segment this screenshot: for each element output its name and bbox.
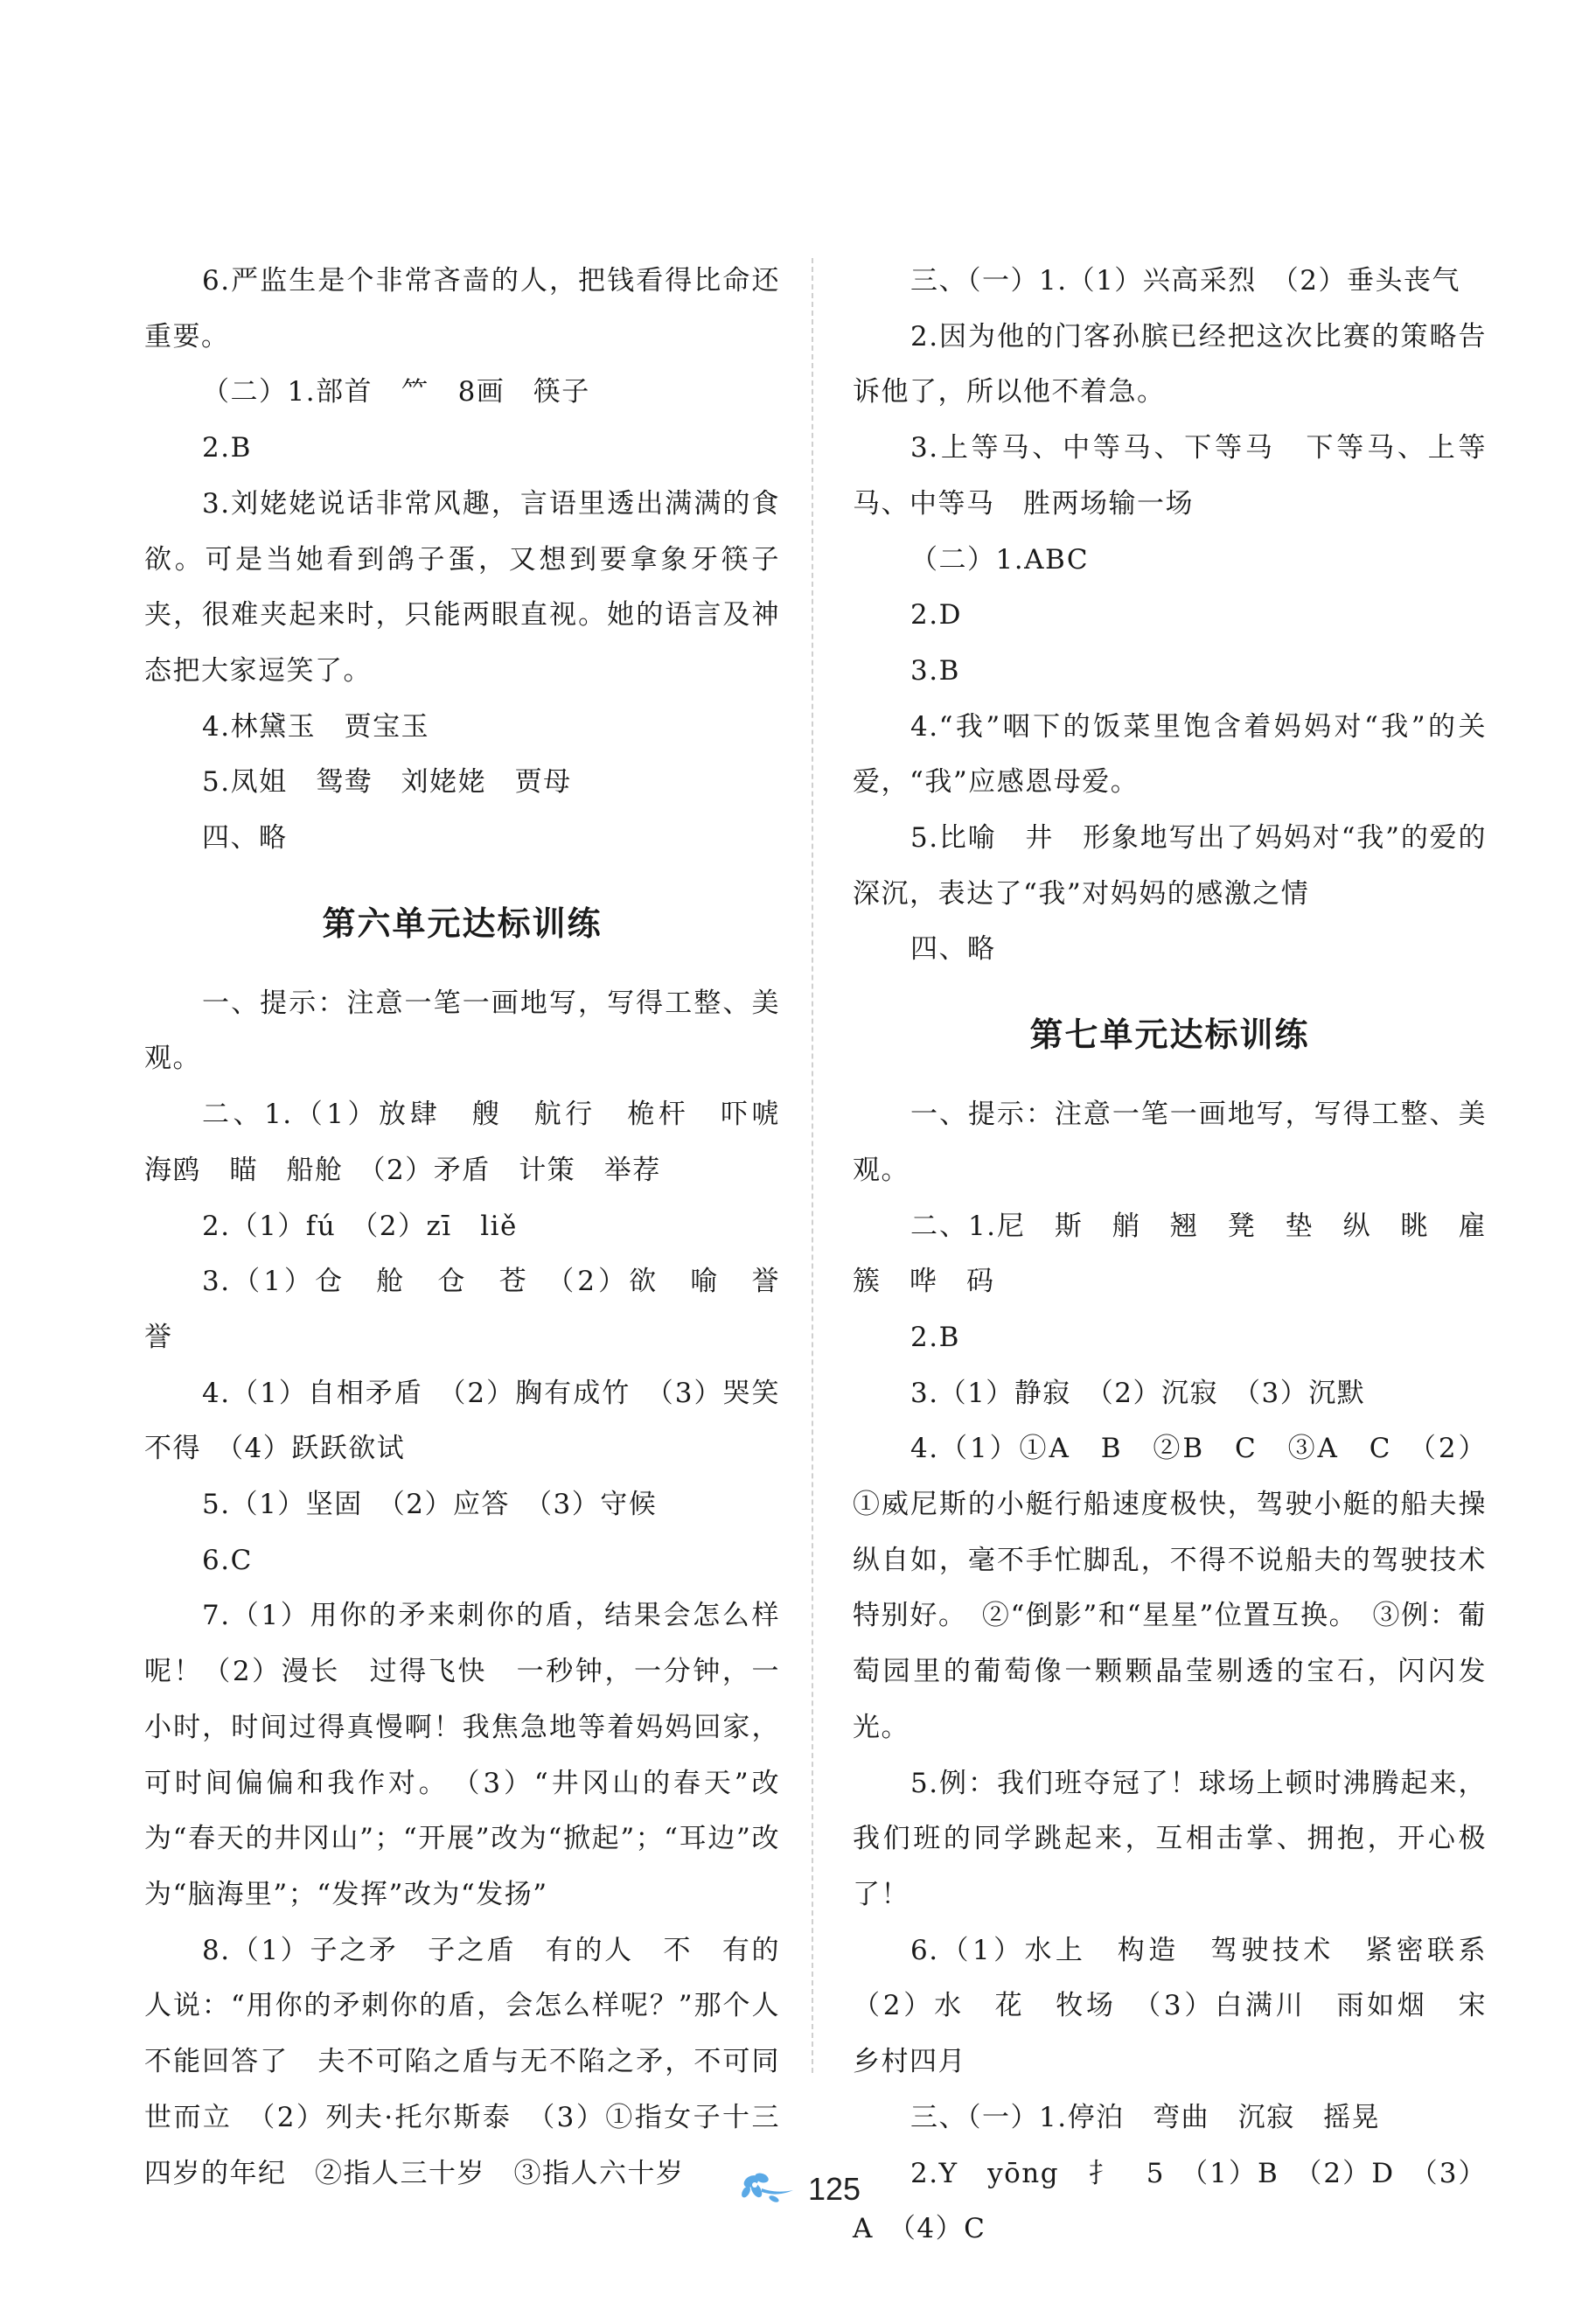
answer-paragraph: 四、略 [202,822,288,855]
answer-paragraph: 5.（1）坚固 （2）应答 （3）守候 [202,1489,658,1521]
answer-paragraph: （二）1.部首 ⺮ 8画 筷子 [202,376,590,408]
left-block-1 [144,254,780,867]
answer-paragraph: （二）1.ABC [910,543,1090,576]
right-block-1 [853,254,1487,978]
answer-paragraph: 2.（1）fú （2）zī liě [202,1210,518,1242]
unit-7-heading: 第七单元达标训练 [1029,1015,1310,1055]
answer-paragraph: 四、略 [910,933,996,966]
answer-paragraph: 二、1.（1）放肆 艘 航行 桅杆 吓唬 海鸥 瞄 船舱 （2）矛盾 计策 举荐 [144,1099,809,1186]
answer-paragraph: 8.（1）子之矛 子之盾 有的人 不 有的人说：“用你的矛刺你的盾，会怎么样呢？”那个人不能回答了 夫不可陷之盾与无不陷之矛，不可同世而立 （2）列夫·托尔斯泰 （3）①指女子十三四岁的年纪 ②指人三十岁 ③指人六十岁 [144,1934,780,2189]
answer-paragraph: 2.B [910,1321,960,1353]
answer-paragraph: 一、提示：注意一笔一画地写，写得工整、美观。 [144,987,780,1075]
column-divider [812,258,813,2073]
answer-paragraph: 三、（一）1.（1）兴高采烈 （2）垂头丧气 [910,265,1461,297]
answer-paragraph: 3.上等马、中等马、下等马 下等马、上等马、中等马 胜两场输一场 [853,432,1487,520]
page-number: 125 [808,2171,861,2207]
answer-paragraph: 3.B [910,654,960,687]
page-footer [0,2167,1596,2211]
answer-paragraph: 2.Y yōng 扌 5 （1）B （2）D （3）A （4）C [853,2157,1487,2245]
answer-paragraph: 4.林黛玉 贾宝玉 [202,710,430,743]
answer-paragraph: 4.“我”咽下的饭菜里饱含着妈妈对“我”的关爱，“我”应感恩母爱。 [853,710,1487,799]
unit-6-heading: 第六单元达标训练 [322,903,603,943]
left-column [144,254,809,2202]
answer-paragraph: 2.因为他的门客孙膑已经把这次比赛的策略告诉他了，所以他不着急。 [853,320,1487,408]
answer-paragraph: 6.（1）水上 构造 驾驶技术 紧密联系 （2）水 花 牧场 （3）白满川 雨如烟 宋 乡村四月 [853,1934,1516,2078]
left-block-2 [144,976,809,2202]
answer-paragraph: 4.（1）①A B ②B C ③A C （2）①威尼斯的小艇行船速度极快，驾驶小艇的船夫操纵自如，毫不手忙脚乱，不得不说船夫的驾驶技术特别好。 ②“倒影”和“星星”位置互换。 ③例：葡萄园里的葡萄像一颗颗晶莹剔透的宝石，闪闪发光。 [853,1433,1487,1743]
answer-paragraph: 5.比喻 井 形象地写出了妈妈对“我”的爱的深沉，表达了“我”对妈妈的感激之情 [853,822,1487,910]
right-column [853,254,1516,2258]
answer-paragraph: 6.C [202,1544,253,1576]
answer-paragraph: 一、提示：注意一笔一画地写，写得工整、美观。 [853,1099,1487,1186]
answer-paragraph: 4.（1）自相矛盾 （2）胸有成竹 （3）哭笑不得 （4）跃跃欲试 [144,1377,780,1465]
answer-paragraph: 3.（1）静寂 （2）沉寂 （3）沉默 [910,1377,1366,1409]
answer-paragraph: 3.（1）仓 舱 仓 苍 （2）欲 喻 誉 誉 [144,1266,809,1353]
answer-paragraph: 三、（一）1.停泊 弯曲 沉寂 摇晃 [910,2101,1381,2133]
answer-paragraph: 7.（1）用你的矛来刺你的盾，结果会怎么样呢！（2）漫长 过得飞快 一秒钟，一分钟，一小时，时间过得真慢啊！我焦急地等着妈妈回家，可时间偏偏和我作对。 （3）“井冈山的春天”改为“春天的井冈山”；“开展”改为“掀起”；“耳边”改为“脑海里”；“发挥”改为“发扬” [144,1600,780,1910]
answer-paragraph: 2.B [202,432,252,464]
answer-paragraph: 5.凤姐 鸳鸯 刘姥姥 贾母 [202,766,572,799]
answer-paragraph: 5.例：我们班夺冠了！球场上顿时沸腾起来，我们班的同学跳起来，互相击掌、拥抱，开心极了！ [853,1767,1487,1910]
answer-paragraph: 二、1.尼 斯 艄 翘 凳 垫 纵 眺 雇 簇 哗 码 [853,1210,1516,1298]
answer-paragraph: 2.D [910,599,962,632]
answer-paragraph: 3.刘姥姥说话非常风趣，言语里透出满满的食欲。可是当她看到鸽子蛋，又想到要拿象牙筷子夹，很难夹起来时，只能两眼直视。她的语言及神态把大家逗笑了。 [144,487,780,687]
answer-paragraph: 6.严监生是个非常吝啬的人，把钱看得比命还重要。 [144,265,780,352]
flower-ornament-icon [735,2167,797,2211]
right-block-2 [853,1087,1516,2258]
